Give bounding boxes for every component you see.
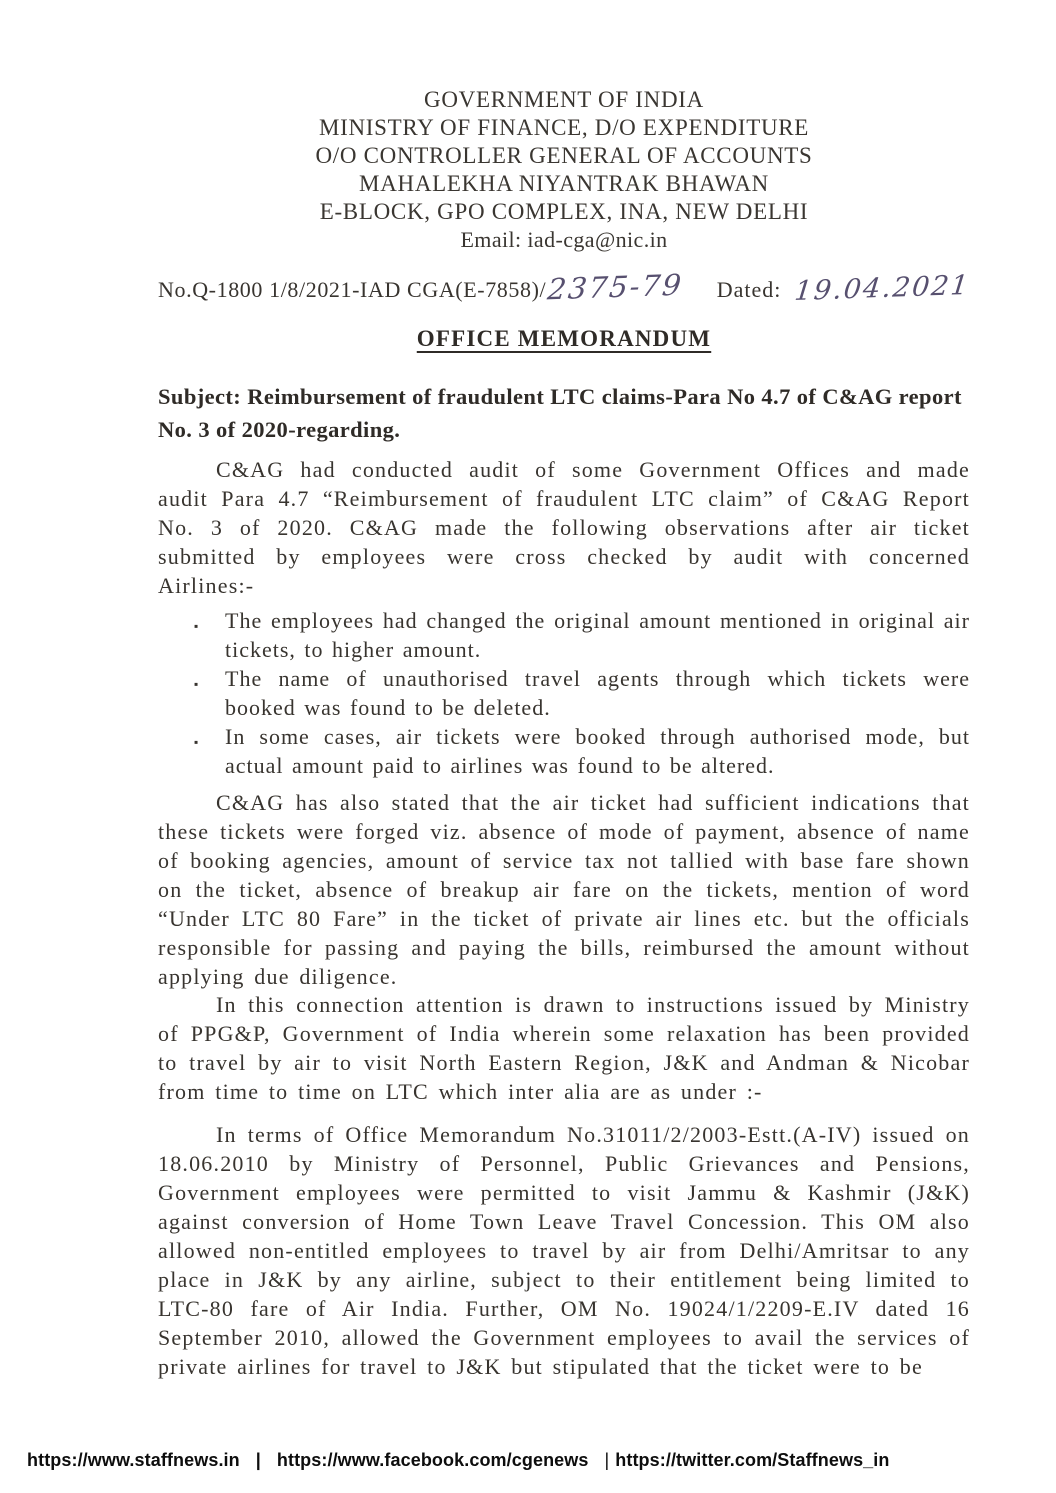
bullet-text-3: In some cases, air tickets were booked through authorised mode, but actual amount paid to airlines was found to be altered.: [225, 724, 970, 778]
body-paragraph-4: In terms of Office Memorandum No.31011/2/2003-Estt.(A-IV) issued on 18.06.2010 by Ministry of Personnel, Public Grievances and Pensions, Government employees were permitted to visit Jammu & Kashmir (J&K) against conversion of Home Town Leave Travel Concession. This OM also allowed non-entitled employees to travel by air from Delhi/Amritsar to any place in J&K by any airline, subject to their entitlement being limited to LTC-80 fare of Air India. Further, OM No. 19024/1/2209-E.IV dated 16 September 2010, allowed the Government employees to avail the services of private airlines for travel to J&K but stipulated that the ticket were to be: [158, 1122, 970, 1379]
footer-separator: |: [604, 1450, 610, 1470]
footer-link-facebook[interactable]: https://www.facebook.com/cgenews: [276, 1450, 589, 1470]
memo-title: [158, 326, 970, 352]
reference-row: [158, 267, 973, 308]
memo-title-text: OFFICE MEMORANDUM: [416, 326, 712, 351]
footer-separator: |: [255, 1450, 261, 1470]
handwritten-date: 19.04.2021: [793, 269, 973, 308]
letterhead-email: Email: iad-cga@nic.in: [460, 227, 668, 252]
bullet-text-1: The employees had changed the original amount mentioned in original air tickets, to higher amount.: [225, 608, 970, 662]
letterhead-line-building: MAHALEKHA NIYANTRAK BHAWAN: [359, 171, 769, 196]
body-paragraph-2: C&AG has also stated that the air ticket had sufficient indications that these tickets were forged viz. absence of mode of payment, absence of name of booking agencies, amount of service tax not tallied with base fare shown on the ticket, absence of breakup air fare on the tickets, mention of word “Under LTC 80 Fare” in the ticket of private air lines etc. but the officials responsible for passing and paying the bills, reimbursed the amount without applying due diligence.: [158, 790, 970, 989]
reference-number: No.Q-1800 1/8/2021-IAD CGA(E-7858)/: [158, 277, 547, 302]
footer-link-twitter[interactable]: https://twitter.com/Staffnews_in: [615, 1450, 890, 1470]
bullet-item-3: [158, 722, 970, 780]
footer-link-staffnews[interactable]: https://www.staffnews.in: [27, 1450, 240, 1470]
body-paragraph-1: C&AG had conducted audit of some Government Offices and made audit Para 4.7 “Reimbursement of fraudulent LTC claim” of C&AG Report No. 3 of 2020. C&AG made the following observations after air ticket submitted by employees were cross checked by audit with concerned Airlines:-: [158, 457, 970, 598]
observation-bullet-list: [158, 606, 970, 780]
letterhead-line-address: E-BLOCK, GPO COMPLEX, INA, NEW DELHI: [319, 199, 809, 224]
body-paragraph-3: In this connection attention is drawn to instructions issued by Ministry of PPG&P, Government of India wherein some relaxation has been provided to travel by air to visit North Eastern Region, J&K and Andman & Nicobar from time to time on LTC which inter alia are as under :-: [158, 992, 970, 1104]
letterhead-line-government: GOVERNMENT OF INDIA: [424, 87, 704, 112]
bullet-text-2: The name of unauthorised travel agents through which tickets were booked was found to be deleted.: [225, 666, 970, 720]
bullet-icon: ▪: [194, 677, 200, 691]
footer-bar: [27, 1450, 890, 1471]
handwritten-dispatch-number: 2375-79: [546, 267, 685, 307]
letterhead: [158, 86, 970, 254]
bullet-icon: ▪: [194, 619, 200, 633]
letterhead-line-office: O/O CONTROLLER GENERAL OF ACCOUNTS: [315, 143, 813, 168]
dated-label: Dated:: [716, 277, 782, 302]
subject-line: Subject: Reimbursement of fraudulent LTC claims-Para No 4.7 of C&AG report No. 3 of 2020-regarding.: [158, 384, 962, 442]
bullet-item-1: [158, 606, 970, 664]
letterhead-line-ministry: MINISTRY OF FINANCE, D/O EXPENDITURE: [318, 115, 810, 140]
bullet-icon: ▪: [194, 735, 200, 749]
bullet-item-2: [158, 664, 970, 722]
